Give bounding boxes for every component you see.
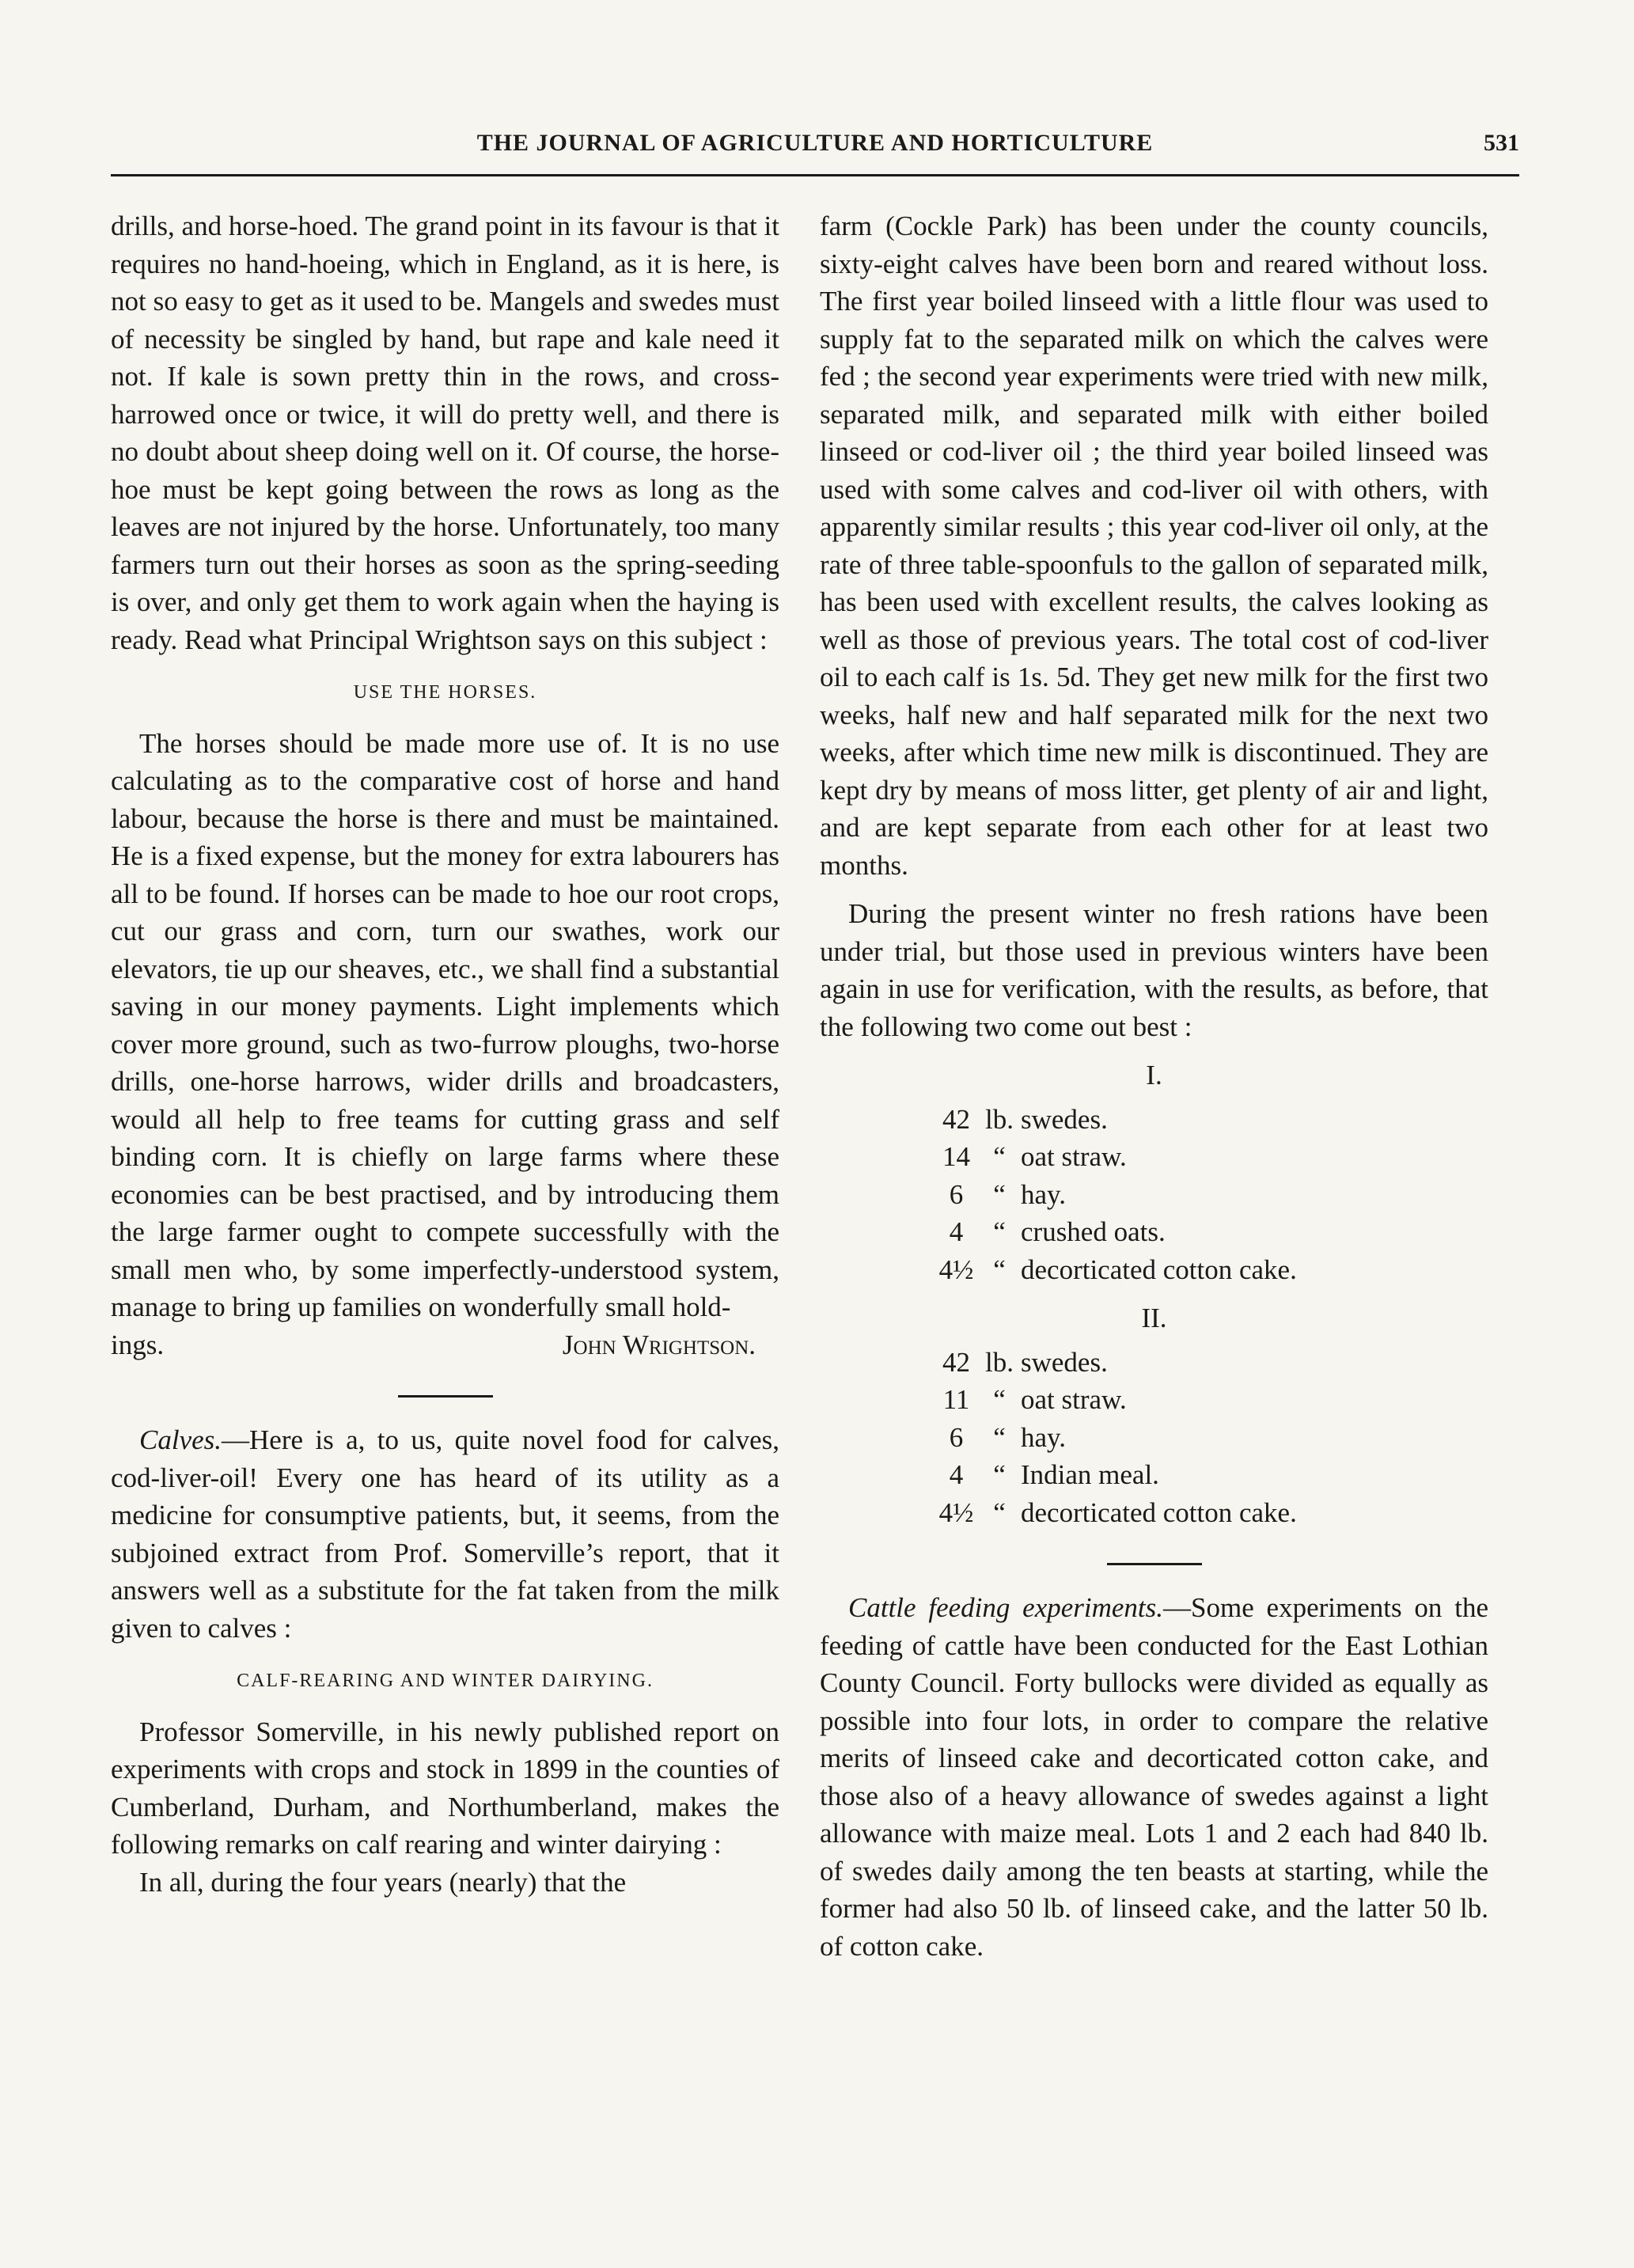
section-divider: [1107, 1563, 1202, 1565]
ration-item: oat straw.: [1021, 1141, 1127, 1172]
ration-quantity: 4½: [938, 1253, 974, 1285]
quoted-paragraph: The horses should be made more use of. It is no use calculating as to the comparative cost of horse and hand labour, because the horse is there and must be maintained. He is a fixed expense, but the money for extra labourers has all to be found. If horses can be made to hoe our root crops, cut our grass and corn, turn our swathes, work our elevators, tie up our sheaves, etc., we shall find a substantial saving in our money payments. Light implements which cover more ground, such as two-furrow ploughs, two-horse drills, one-horse harrows, wider drills and broadcasters, would all help to free teams for cutting grass and self binding corn. It is chiefly on large farms where these economies can be best practised, and by introducing them the large farmer ought to compete successfully with the small men who, by some imperfectly-understood system, manage to bring up families on wonderfully small hold-: [111, 727, 779, 1322]
ration-row: [935, 1251, 1297, 1289]
ration-quantity: 6: [949, 1421, 964, 1453]
ration-quantity: 4: [949, 1216, 964, 1247]
cattle-text: —Some experiments on the feeding of cattle have been conducted for the East Lothian County Council. Forty bullocks were divided as equally as possible into four lots, in order to compare the relative merits of linseed cake and decorticated cotton cake, and those also of a heavy allowance of swedes against a light allowance with maize meal. Lots 1 and 2 each had 840 lb. of swedes daily among the ten beasts at starting, while the former had also 50 lb. of linseed cake, and the latter 50 lb. of cotton cake.: [820, 1592, 1488, 1962]
ration-row: [935, 1344, 1297, 1382]
ration-unit: “: [993, 1496, 1006, 1528]
ration-item: oat straw.: [1021, 1384, 1127, 1415]
ration-unit: “: [993, 1421, 1006, 1453]
ration-unit: lb.: [985, 1103, 1014, 1135]
ration-table-1: [935, 1101, 1297, 1289]
ration-quantity: 4½: [938, 1496, 974, 1528]
ration-unit: “: [993, 1141, 1006, 1172]
ration-row: [935, 1419, 1297, 1457]
paragraph-end: ings.: [111, 1329, 165, 1360]
ration-table-2: [935, 1344, 1297, 1532]
ration-item: crushed oats.: [1021, 1216, 1166, 1247]
ration-item: hay.: [1021, 1421, 1067, 1453]
ration-unit: “: [993, 1384, 1006, 1415]
ration-item: swedes.: [1021, 1103, 1108, 1135]
ration-item: decorticated cotton cake.: [1021, 1496, 1297, 1528]
ration-unit: lb.: [985, 1346, 1014, 1378]
ration-row: [935, 1494, 1297, 1532]
ration-quantity: 11: [942, 1384, 970, 1415]
ration-unit: “: [993, 1459, 1006, 1490]
ration-quantity: 42: [942, 1103, 970, 1135]
ration-item: swedes.: [1021, 1346, 1108, 1378]
ration-row: [935, 1138, 1297, 1176]
paragraph: During the present winter no fresh rations have been under trial, but those used in previous winters have been again in use for verification, with the results, as before, that the following two come out best :: [820, 898, 1488, 1042]
paragraph: In all, during the four years (nearly) that the: [139, 1866, 627, 1898]
right-column: [820, 207, 1488, 1965]
page-number: 531: [1484, 130, 1519, 156]
paragraph: drills, and horse-hoed. The grand point in its favour is that it requires no hand-hoeing, which in England, as it is here, is not so easy to get as it used to be. Mangels and swedes must of necessity be singled by hand, but rape and kale need it not. If kale is sown pretty thin in the rows, and cross-harrowed once or twice, it will do pretty well, and there is no doubt about sheep doing well on it. Of course, the horse-hoe must be kept going between the rows as long as the leaves are not injured by the horse. Unfortunately, too many farmers turn out their horses as soon as the spring-seeding is over, and only get them to work again when the haying is ready. Read what Principal Wrightson says on this subject :: [111, 210, 779, 655]
ration-item: hay.: [1021, 1178, 1067, 1210]
ration-quantity: 6: [949, 1178, 964, 1210]
section-heading-use-the-horses: USE THE HORSES.: [353, 682, 537, 703]
ration-row: [935, 1176, 1297, 1214]
ration-quantity: 14: [942, 1141, 970, 1172]
running-title: THE JOURNAL OF AGRICULTURE AND HORTICULTURE: [476, 130, 1154, 156]
paragraph: Professor Somerville, in his newly published report on experiments with crops and stock in 1899 in the counties of Cumberland, Durham, and Northumberland, makes the following remarks on calf rearing and winter dairying :: [111, 1716, 779, 1860]
ration-unit: “: [993, 1253, 1006, 1285]
author-signature: John Wrightson.: [562, 1329, 756, 1360]
calves-paragraph: [111, 1421, 779, 1647]
calves-text: —Here is a, to us, quite novel food for calves, cod-liver-oil! Every one has heard of its utility as a medicine for consumptive patients, but, it seems, from the subjoined extract from Prof. Somerville’s report, that it answers well as a substitute for the fat taken from the milk given to calves :: [111, 1424, 779, 1644]
ration-item: decorticated cotton cake.: [1021, 1253, 1297, 1285]
header-rule: [111, 174, 1519, 176]
left-column: [111, 207, 779, 1901]
page-header: [111, 127, 1519, 174]
signature-line: [111, 1326, 779, 1364]
section-heading-calf-rearing: CALF-REARING AND WINTER DAIRYING.: [237, 1671, 654, 1691]
ration-title: II.: [1141, 1303, 1167, 1333]
ration-row: [935, 1456, 1297, 1494]
ration-quantity: 4: [949, 1459, 964, 1490]
cattle-paragraph: [820, 1589, 1488, 1965]
ration-row: [935, 1101, 1297, 1139]
ration-quantity: 42: [942, 1346, 970, 1378]
paragraph: farm (Cockle Park) has been under the county councils, sixty-eight calves have been born and reared without loss. The first year boiled linseed with a little flour was used to supply fat to the separated milk on which the calves were fed ; the second year experiments were tried with new milk, separated milk, and separated milk with either boiled linseed or cod-liver oil ; the third year boiled linseed was used with some calves and cod-liver oil with others, with apparently similar results ; this year cod-liver oil only, at the rate of three table-spoonfuls to the gallon of separated milk, has been used with excellent results, the calves looking as well as those of previous years. The total cost of cod-liver oil to each calf is 1s. 5d. They get new milk for the first two weeks, half new and half separated milk for the next two weeks, after which time new milk is discontinued. They are kept dry by means of moss litter, get plenty of air and light, and are kept separate from each other for at least two months.: [820, 210, 1488, 881]
ration-item: Indian meal.: [1021, 1459, 1159, 1490]
section-divider: [398, 1395, 493, 1398]
calves-run-in-heading: Calves.: [139, 1424, 222, 1455]
ration-row: [935, 1213, 1297, 1251]
ration-unit: “: [993, 1178, 1006, 1210]
ration-title: I.: [1146, 1060, 1162, 1090]
ration-unit: “: [993, 1216, 1006, 1247]
cattle-run-in-heading: Cattle feeding experiments.: [848, 1592, 1164, 1623]
ration-row: [935, 1381, 1297, 1419]
